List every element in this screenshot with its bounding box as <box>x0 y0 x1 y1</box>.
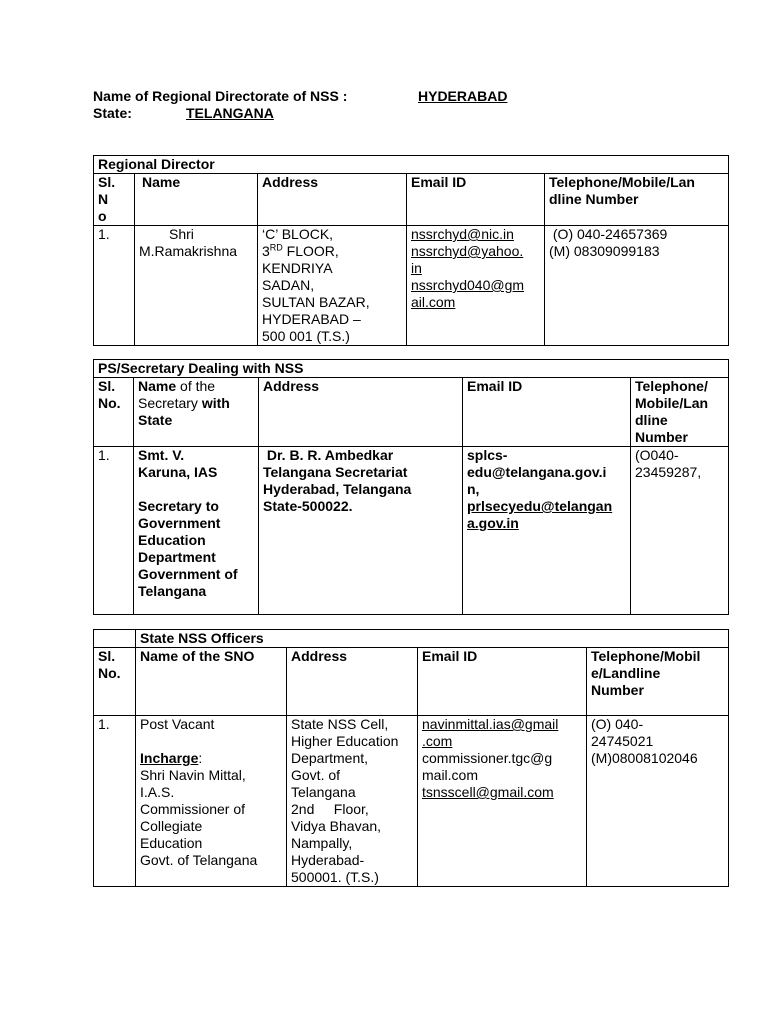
row-address: ‘C’ BLOCK, 3RD FLOOR, KENDRIYA SADAN, SULTAN BAZAR, HYDERABAD – 500 001 (T.S.) <box>258 226 407 346</box>
col-name: Name of the SNO <box>136 648 287 716</box>
email-text: commissioner.tgc@g <box>422 750 553 766</box>
col-phone: Telephone/Mobile/Lan dline Number <box>545 174 729 226</box>
col-email: Email ID <box>418 648 587 716</box>
directorate-value: HYDERABAD <box>418 88 508 104</box>
row-sl: 1. <box>94 447 134 615</box>
col-name: Name of the Secretary with State <box>134 378 259 447</box>
regional-director-caption: Regional Director <box>94 156 729 174</box>
col-sl: Sl. No. <box>94 648 136 716</box>
row-name: Smt. V. Karuna, IAS Secretary to Government Education Department Government of Telangana <box>134 447 259 615</box>
col-email: Email ID <box>463 378 631 447</box>
row-phone: (O040- 23459287, <box>631 447 729 615</box>
row-phone: (O) 040- 24745021 (M)08008102046 <box>587 716 729 887</box>
caption-spacer <box>94 630 136 648</box>
col-email: Email ID <box>407 174 545 226</box>
secretary-caption: PS/Secretary Dealing with NSS <box>94 360 729 378</box>
row-name: Post Vacant Incharge: Shri Navin Mittal, I.A.S. Commissioner of Collegiate Education Govt. of Telangana <box>136 716 287 887</box>
col-address: Address <box>258 174 407 226</box>
secretary-table <box>93 359 729 615</box>
email-link[interactable]: nssrchyd@nic.in <box>411 226 514 242</box>
col-sl: Sl. N o <box>94 174 135 226</box>
col-phone: Telephone/ Mobile/Lan dline Number <box>631 378 729 447</box>
row-email <box>407 226 545 346</box>
sno-table <box>93 629 729 887</box>
email-link[interactable]: tsnsscell@gmail.com <box>422 784 554 800</box>
row-email <box>418 716 587 887</box>
email-link[interactable]: nssrchyd@yahoo. in <box>411 243 524 276</box>
col-address: Address <box>259 378 463 447</box>
email-text: mail.com <box>422 767 479 783</box>
email-link[interactable]: nssrchyd040@gm ail.com <box>411 277 525 310</box>
row-address: State NSS Cell, Higher Education Department, Govt. of Telangana 2nd Floor, Vidya Bhavan, Nampally, Hyderabad- 500001. (T.S.) <box>287 716 418 887</box>
col-phone: Telephone/Mobil e/Landline Number <box>587 648 729 716</box>
email-link[interactable]: prlsecyedu@telangan a.gov.in <box>467 498 613 531</box>
state-value: TELANGANA <box>186 105 274 121</box>
row-phone: (O) 040-24657369 (M) 08309099183 <box>545 226 729 346</box>
regional-director-table <box>93 155 729 346</box>
sno-caption: State NSS Officers <box>136 630 729 648</box>
state-label: State: <box>93 105 132 121</box>
email-link[interactable]: navinmittal.ias@gmail .com <box>422 716 559 749</box>
col-address: Address <box>287 648 418 716</box>
table-row <box>94 226 729 346</box>
row-sl: 1. <box>94 226 135 346</box>
table-row <box>94 716 729 887</box>
row-name: Shri M.Ramakrishna <box>135 226 258 346</box>
row-sl: 1. <box>94 716 136 887</box>
table-row <box>94 447 729 615</box>
directorate-label: Name of Regional Directorate of NSS : <box>93 88 348 104</box>
col-name: Name <box>135 174 258 226</box>
col-sl: Sl. No. <box>94 378 134 447</box>
row-email: splcs- edu@telangana.gov.i n, prlsecyedu@telangan a.gov.in <box>463 447 631 615</box>
row-address: Dr. B. R. Ambedkar Telangana Secretariat Hyderabad, Telangana State-500022. <box>259 447 463 615</box>
